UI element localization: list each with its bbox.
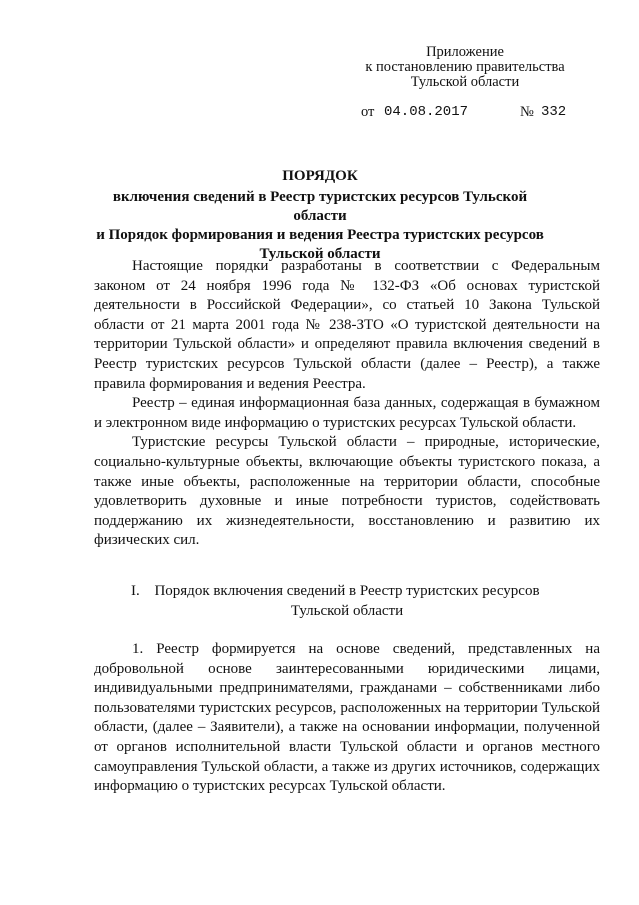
date-number-line xyxy=(0,104,639,122)
section-paragraph: 1. Реестр формируется на основе сведений, представленных на добровольной основе заинтересованными юридическими лицами, индивидуальными предпринимателями, гражданами – собственниками либо пользователями туристских ресурсов, расположенных на территории Тульской области, (далее – Заявители), а также на основании информации, полученной от органов исполнительной власти Тульской области и органов местного самоуправления Тульской области, а также из других источников, содержащих информацию о туристских ресурсах Тульской области. xyxy=(94,641,600,795)
section-number: I. xyxy=(131,583,140,599)
document-date: 04.08.2017 xyxy=(384,104,469,120)
appendix-block xyxy=(340,45,590,90)
document-title: ПОРЯДОК xyxy=(282,168,358,184)
section-heading xyxy=(94,581,600,621)
intro-paragraph: Реестр – единая информационная база данных, содержащая в бумажном и электронном виде информацию о туристских ресурсах Тульской области. xyxy=(94,395,600,431)
appendix-line: к постановлению правительства xyxy=(365,59,565,75)
intro-text xyxy=(94,257,600,551)
section-heading-line: Порядок включения сведений в Реестр туристских ресурсов xyxy=(154,583,540,599)
appendix-line: Приложение xyxy=(426,44,504,60)
document-subtitle-line: Тульской области xyxy=(259,246,381,262)
intro-paragraph: Настоящие порядки разработаны в соответствии с Федеральным законом от 24 ноября 1996 года № 132-ФЗ «Об основах туристской деятельности в Российской Федерации», со статьей 10 Закона Тульской области от 21 марта 2001 года № 238-ЗТО «О туристской деятельности на территории Тульской области» и определяют правила включения сведений в Реестр туристских ресурсов Тульской области (далее – Реестр), а также правила формирования и ведения Реестра. xyxy=(94,258,600,392)
number-label: № xyxy=(520,104,534,120)
document-number: 332 xyxy=(541,104,567,120)
section-text xyxy=(94,640,600,797)
appendix-line: Тульской области xyxy=(410,74,520,90)
section-heading-line: Тульской области xyxy=(290,603,404,619)
document-subtitle-line: и Порядок формирования и ведения Реестра туристских ресурсов xyxy=(96,227,544,243)
title-block xyxy=(90,167,550,264)
intro-paragraph: Туристские ресурсы Тульской области – природные, исторические, социально-культурные объекты, включающие объекты туристского показа, а также иные объекты, расположенные на территории области, способные удовлетворить духовные и иные потребности туристов, содействовать поддержанию их жизнедеятельности, восстановлению и развитию их физических сил. xyxy=(94,434,600,549)
from-label: от xyxy=(361,104,375,120)
document-subtitle-line: включения сведений в Реестр туристских ресурсов Тульской области xyxy=(112,189,528,224)
